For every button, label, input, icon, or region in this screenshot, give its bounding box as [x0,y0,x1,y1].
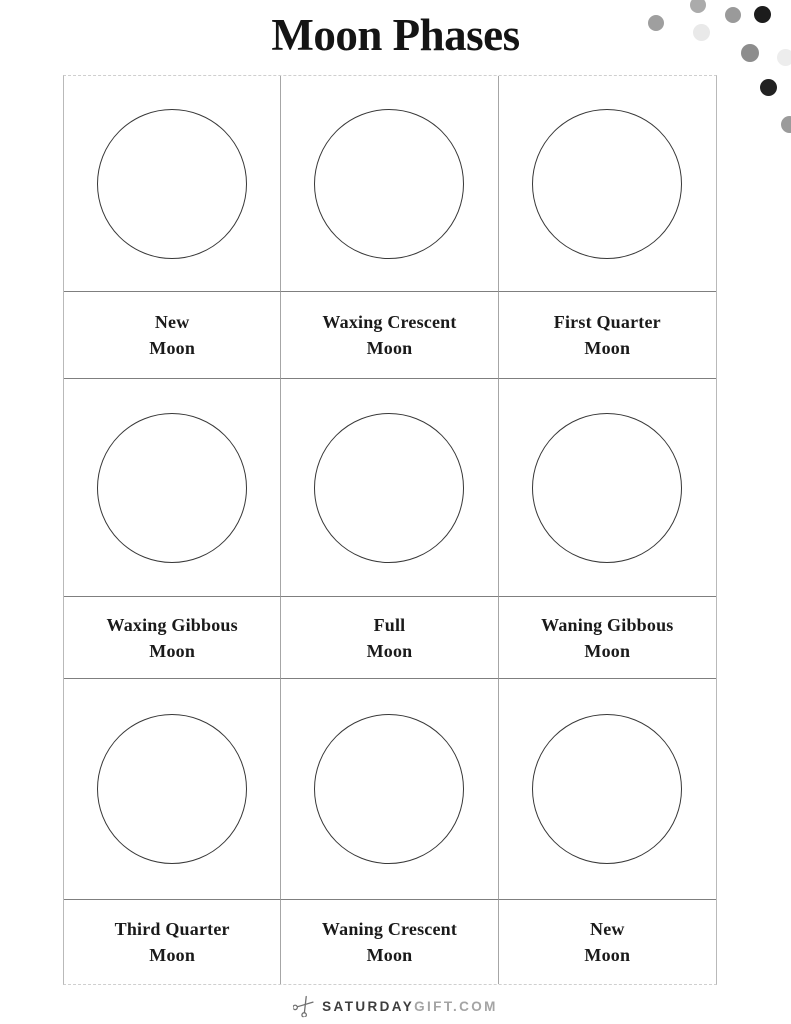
moon-drawing-cell [64,679,281,899]
phase-sub: Moon [584,338,631,358]
phase-label-cell [64,899,281,984]
phase-name: Waxing Crescent [322,312,457,332]
phase-name: Full [373,614,406,635]
confetti-dot [760,79,777,96]
phase-sub: Moon [149,640,196,661]
page-title: Moon Phases [271,10,520,60]
phase-sub: Moon [149,945,196,965]
brand-text [322,999,498,1014]
brand-primary: SATURDAY [322,998,415,1014]
phase-label-cell [281,596,498,679]
moon-drawing-cell [499,379,716,596]
phase-name: New [154,312,190,332]
moon-drawing-cell [499,76,716,291]
moon-drawing-cell [281,679,498,899]
phase-name: Third Quarter [114,919,230,939]
moon-circle [97,413,247,563]
phase-sub: Moon [149,338,196,358]
brand-secondary: GIFT.COM [414,998,498,1014]
moon-circle [97,714,247,864]
phase-label-cell [499,596,716,679]
phase-sub: Moon [366,945,413,965]
moon-phases-grid [63,75,717,985]
moon-drawing-cell [64,76,281,291]
moon-circle [532,413,682,563]
confetti-dot [781,116,791,133]
moon-drawing-cell [499,679,716,899]
scissors-icon [292,994,317,1019]
phase-name: First Quarter [553,312,661,332]
phase-sub: Moon [366,640,413,661]
phase-sub: Moon [584,945,631,965]
moon-drawing-cell [281,76,498,291]
moon-circle [314,714,464,864]
phase-name: Waning Crescent [321,919,458,939]
phase-name: New [590,919,625,939]
phase-sub: Moon [584,640,631,661]
moon-circle [314,413,464,563]
phase-name: Waxing Gibbous [106,614,238,635]
phase-label-cell [281,291,498,379]
moon-circle [314,109,464,259]
moon-circle [532,109,682,259]
footer-brand [0,991,791,1021]
moon-drawing-cell [64,379,281,596]
phase-label-cell [499,899,716,984]
phase-name: Waning Gibbous [541,614,674,635]
phase-sub: Moon [366,338,413,358]
phase-label-cell [499,291,716,379]
phase-label-cell [64,596,281,679]
moon-drawing-cell [281,379,498,596]
phase-label-cell [64,291,281,379]
moon-circle [532,714,682,864]
phase-label-cell [281,899,498,984]
moon-circle [97,109,247,259]
